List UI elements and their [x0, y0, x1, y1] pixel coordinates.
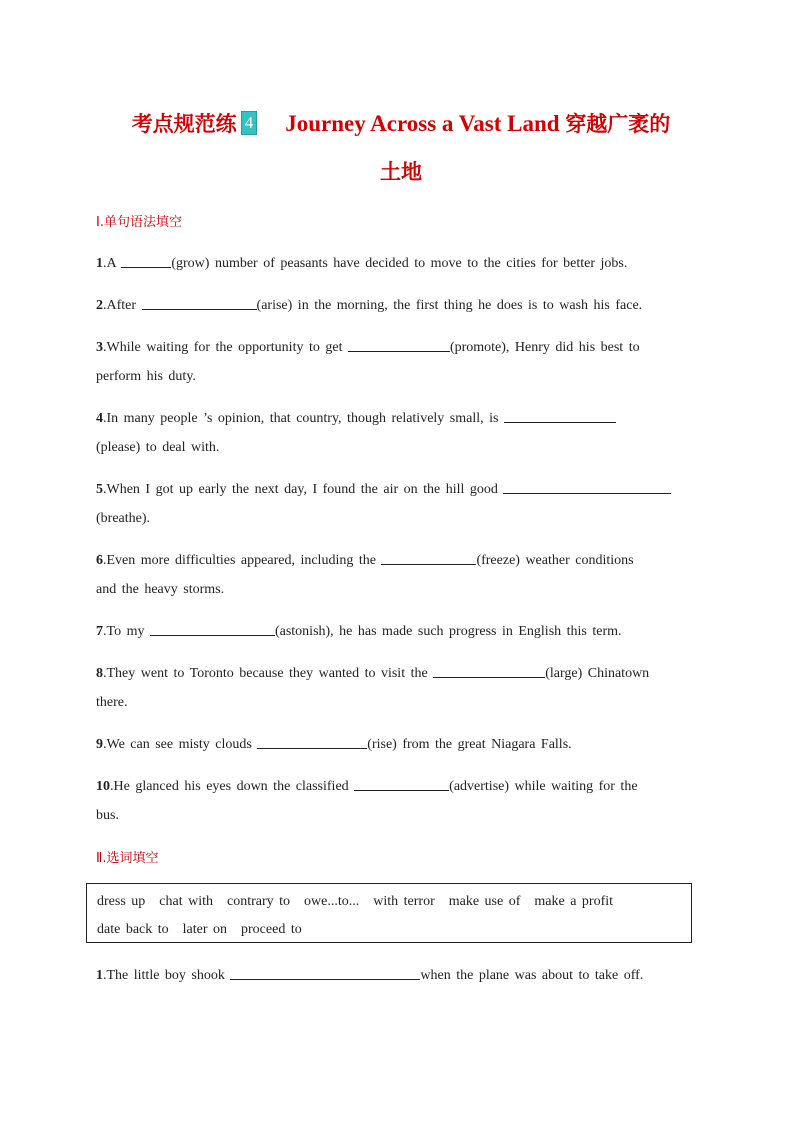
word-option: proceed to [241, 922, 302, 937]
question-text: .After [103, 298, 142, 313]
question-text: (please) to deal with. [96, 440, 220, 455]
question-number: 6 [96, 553, 103, 568]
answer-blank[interactable] [257, 733, 367, 749]
question-9 [96, 730, 706, 759]
question-text: bus. [96, 808, 119, 823]
page-title [96, 100, 706, 196]
question-text: (freeze) weather conditions [476, 553, 634, 568]
question-text: perform his duty. [96, 369, 196, 384]
question-number: 1 [96, 968, 103, 983]
word-option: owe...to... [304, 894, 360, 909]
word-option: make use of [448, 894, 521, 909]
question-number: 8 [96, 666, 103, 681]
answer-blank[interactable] [230, 964, 420, 980]
title-cn-2: 穿越广袤的 [565, 112, 671, 136]
title-cn-3: 土地 [380, 160, 422, 184]
question-text: .When I got up early the next day, I found the air on the hill good [103, 482, 504, 497]
question-text: (breathe). [96, 511, 151, 526]
question-text: there. [96, 695, 128, 710]
question-text: .While waiting for the opportunity to get [103, 340, 348, 355]
question-text: (rise) from the great Niagara Falls. [367, 737, 572, 752]
lesson-number-badge: 4 [241, 111, 258, 135]
word-bank-row-2 [97, 916, 681, 944]
section2-question-1 [96, 961, 706, 990]
word-option: later on [182, 922, 228, 937]
question-3 [96, 333, 706, 391]
answer-blank[interactable] [503, 478, 671, 494]
question-text: (astonish), he has made such progress in English this term. [274, 624, 622, 639]
word-option: chat with [159, 894, 213, 909]
question-number: 1 [96, 256, 103, 271]
word-option: contrary to [227, 894, 291, 909]
question-text: (grow) number of peasants have decided to move to the cities for better jobs. [171, 256, 628, 271]
question-text: and the heavy storms. [96, 582, 225, 597]
question-text: .We can see misty clouds [103, 737, 258, 752]
question-4 [96, 404, 706, 462]
question-number: 4 [96, 411, 103, 426]
word-option: date back to [97, 922, 169, 937]
question-text: .He glanced his eyes down the classified [110, 779, 355, 794]
question-text: .In many people ’s opinion, that country, though relatively small, is [103, 411, 504, 426]
question-number: 5 [96, 482, 103, 497]
word-option: dress up [97, 894, 146, 909]
question-number: 2 [96, 298, 103, 313]
question-text: .A [103, 256, 122, 271]
question-number: 10 [96, 779, 110, 794]
section-heading-1: Ⅰ.单句语法填空 [96, 215, 182, 230]
question-7 [96, 617, 706, 646]
question-text: (arise) in the morning, the first thing he does is to wash his face. [256, 298, 643, 313]
question-text: (advertise) while waiting for the [449, 779, 638, 794]
question-text: when the plane was about to take off. [420, 968, 644, 983]
question-text: .To my [103, 624, 150, 639]
question-2 [96, 291, 706, 320]
title-en: Journey Across a Vast Land [285, 111, 560, 136]
word-option: with terror [373, 894, 435, 909]
word-option: make a profit [534, 894, 614, 909]
question-6 [96, 546, 706, 604]
question-text: .They went to Toronto because they wanted to visit the [103, 666, 434, 681]
question-5 [96, 475, 706, 533]
answer-blank[interactable] [354, 775, 449, 791]
question-text: .Even more difficulties appeared, including the [103, 553, 382, 568]
answer-blank[interactable] [348, 336, 450, 352]
answer-blank[interactable] [433, 662, 545, 678]
section-heading-2: Ⅱ.选词填空 [96, 851, 159, 866]
question-1 [96, 249, 706, 278]
answer-blank[interactable] [121, 252, 171, 268]
answer-blank[interactable] [142, 294, 257, 310]
question-text: (large) Chinatown [545, 666, 650, 681]
word-bank-box [86, 883, 692, 943]
question-number: 7 [96, 624, 103, 639]
question-number: 9 [96, 737, 103, 752]
answer-blank[interactable] [381, 549, 476, 565]
question-10 [96, 772, 706, 830]
title-cn: 考点规范练 [131, 112, 237, 136]
question-text: .The little boy shook [103, 968, 231, 983]
question-8 [96, 659, 706, 717]
answer-blank[interactable] [504, 407, 616, 423]
question-number: 3 [96, 340, 103, 355]
question-text: (promote), Henry did his best to [449, 340, 640, 355]
answer-blank[interactable] [150, 620, 275, 636]
word-bank-row-1 [97, 888, 681, 916]
